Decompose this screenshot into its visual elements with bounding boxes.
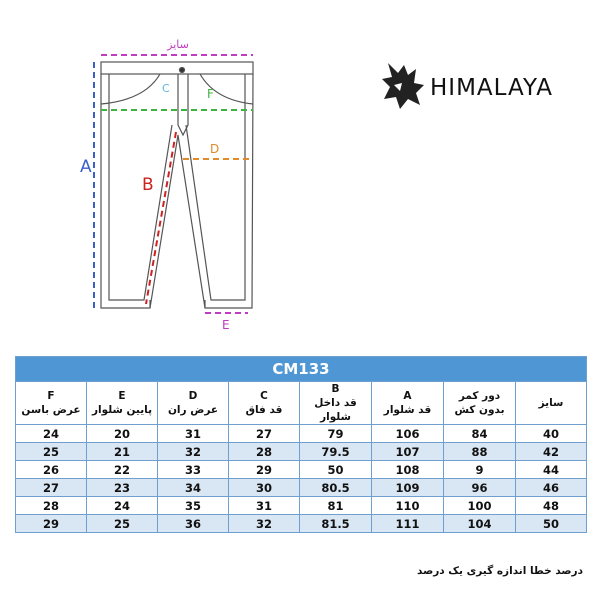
table-row (16, 425, 587, 443)
table-cell: 22 (87, 461, 158, 479)
table-cell: 110 (372, 497, 444, 515)
table-header-text: قد شلوار (383, 404, 432, 416)
brand-logo-text: HIMALAYA (430, 75, 553, 101)
table-header-cell (372, 382, 444, 425)
table-cell: 29 (16, 515, 87, 533)
table-header-letter: F (47, 390, 55, 402)
table-cell: 29 (229, 461, 300, 479)
table-cell: 81.5 (300, 515, 372, 533)
length-a-label: A (80, 157, 92, 177)
table-cell: 79.5 (300, 443, 372, 461)
table-header-text: عرض باسن (21, 404, 81, 416)
table-header-row (16, 382, 587, 425)
thigh-d-label: D (210, 142, 220, 156)
table-row (16, 461, 587, 479)
table-header-letter: E (118, 390, 126, 402)
table-cell: 106 (372, 425, 444, 443)
table-header-cell (229, 382, 300, 425)
table-cell: 33 (158, 461, 229, 479)
table-cell: 32 (229, 515, 300, 533)
table-cell: 88 (444, 443, 516, 461)
table-cell: 35 (158, 497, 229, 515)
table-row (16, 497, 587, 515)
table-cell: 109 (372, 479, 444, 497)
table-cell: 26 (16, 461, 87, 479)
table-header-letter: B (331, 383, 340, 395)
table-title: CM133 (16, 357, 587, 382)
table-cell: 31 (229, 497, 300, 515)
inseam-b-line (146, 132, 176, 304)
table-cell: 24 (16, 425, 87, 443)
table-header-text: قد فاق (245, 404, 283, 416)
table-cell: 24 (87, 497, 158, 515)
inseam-b-label: B (142, 175, 154, 195)
table-cell: 32 (158, 443, 229, 461)
table-header-text: پایین شلوار (91, 404, 153, 416)
table-header-cell (444, 382, 516, 425)
waist-measure-label: سایز (167, 38, 189, 51)
table-cell: 34 (158, 479, 229, 497)
table-header-cell (516, 382, 587, 425)
table-cell: 28 (229, 443, 300, 461)
table-header-cell (158, 382, 229, 425)
table-row (16, 515, 587, 533)
table-cell: 23 (87, 479, 158, 497)
table-header-letter: D (188, 390, 198, 402)
table-cell: 30 (229, 479, 300, 497)
table-cell: 107 (372, 443, 444, 461)
hem-e-label: E (222, 318, 230, 332)
table-cell: 36 (158, 515, 229, 533)
table-header-text: عرض ران (167, 404, 219, 416)
table-cell: 79 (300, 425, 372, 443)
table-header-letter: سایز (538, 397, 564, 409)
table-header-cell (300, 382, 372, 425)
table-header-text: بدون کش (454, 404, 505, 416)
table-row (16, 479, 587, 497)
pants-measurement-diagram (0, 0, 370, 345)
table-cell: 81 (300, 497, 372, 515)
table-cell: 20 (87, 425, 158, 443)
table-cell: 31 (158, 425, 229, 443)
table-cell: 27 (16, 479, 87, 497)
table-header-letter: A (403, 390, 412, 402)
table-cell: 28 (16, 497, 87, 515)
table-header-letter: دور کمر (458, 390, 501, 402)
table-cell: 46 (516, 479, 587, 497)
measurement-error-note: درصد خطا اندازه گیری یک درصد (417, 565, 583, 577)
table-cell: 50 (300, 461, 372, 479)
table-cell: 25 (87, 515, 158, 533)
table-cell: 104 (444, 515, 516, 533)
table-cell: 21 (87, 443, 158, 461)
table-cell: 111 (372, 515, 444, 533)
table-cell: 44 (516, 461, 587, 479)
table-cell: 84 (444, 425, 516, 443)
table-cell: 80.5 (300, 479, 372, 497)
table-cell: 48 (516, 497, 587, 515)
table-cell: 25 (16, 443, 87, 461)
table-header-cell (16, 382, 87, 425)
table-header-text: قد داخل شلوار (314, 397, 357, 423)
table-row (16, 443, 587, 461)
table-cell: 50 (516, 515, 587, 533)
rise-c-label: C (162, 82, 170, 95)
size-table (15, 356, 587, 533)
hip-f-label: F (207, 87, 214, 101)
table-cell: 100 (444, 497, 516, 515)
table-cell: 27 (229, 425, 300, 443)
table-header-cell (87, 382, 158, 425)
table-cell: 42 (516, 443, 587, 461)
table-cell: 9 (444, 461, 516, 479)
table-cell: 96 (444, 479, 516, 497)
table-cell: 108 (372, 461, 444, 479)
pants-outline (101, 62, 253, 308)
table-cell: 40 (516, 425, 587, 443)
table-header-letter: C (260, 390, 268, 402)
table-body (16, 425, 587, 533)
